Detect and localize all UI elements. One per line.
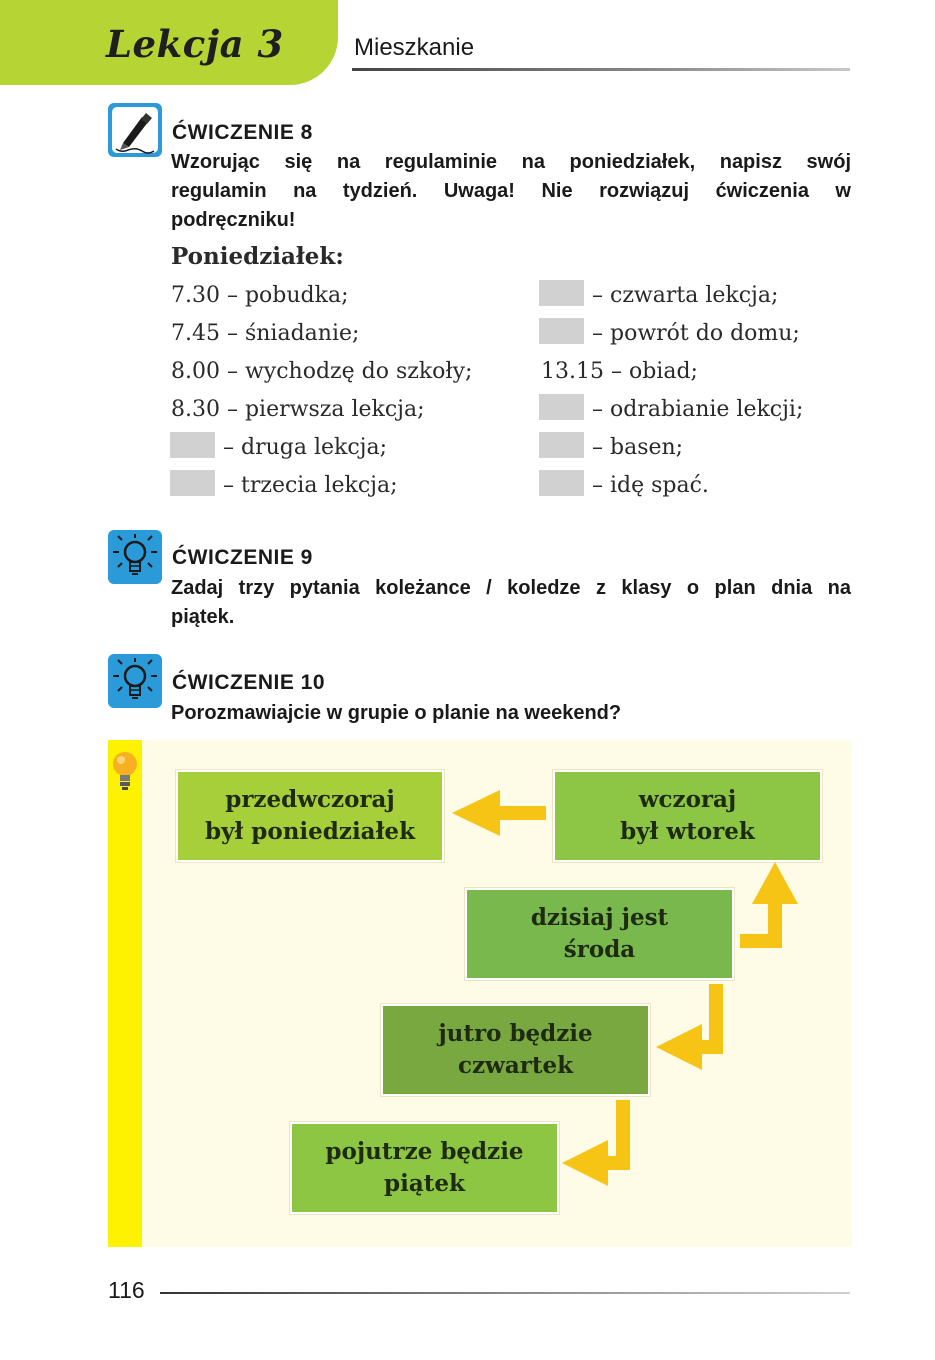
blank-time-box [539, 470, 584, 496]
instruction-line: regulamin na tydzień. Uwaga! Nie rozwiązuj ćwiczenia w [171, 180, 851, 202]
box-line: pojutrze będzie [325, 1138, 524, 1165]
header-rule [352, 68, 850, 71]
exercise-10-label: ĆWICZENIE 10 [172, 671, 326, 694]
lesson-topic: Mieszkanie [354, 34, 475, 61]
schedule-item [539, 473, 709, 499]
schedule-text: – basen; [592, 435, 684, 460]
schedule-text: – druga lekcja; [223, 435, 388, 460]
day-heading: Poniedziałek: [171, 243, 344, 270]
exercise-10-instruction: Porozmawiajcie w grupie o planie na weekend? [171, 702, 622, 724]
schedule-item: 8.30 – pierwsza lekcja; [171, 397, 425, 422]
schedule-item: 7.30 – pobudka; [171, 283, 349, 308]
blank-time-box [539, 280, 584, 306]
day-box-today [465, 888, 734, 980]
schedule-text: – idę spać. [592, 473, 709, 498]
lesson-title: Lekcja 3 [106, 22, 284, 66]
day-box-day-before-yesterday [176, 770, 444, 862]
box-line: dzisiaj jest [530, 904, 669, 931]
schedule-item: 13.15 – obiad; [541, 359, 698, 384]
box-line: jutro będzie [438, 1020, 593, 1047]
schedule-item: 7.45 – śniadanie; [171, 321, 360, 346]
schedule-item: 8.00 – wychodzę do szkoły; [171, 359, 473, 384]
instruction-line: Wzorując się na regulaminie na poniedziałek, napisz swój [171, 151, 851, 173]
box-line: piątek [384, 1170, 465, 1197]
blank-time-box [539, 318, 584, 344]
schedule-item [539, 397, 803, 423]
exercise-9-label: ĆWICZENIE 9 [172, 546, 313, 569]
blank-time-box [539, 394, 584, 420]
lightbulb-icon [108, 530, 162, 584]
box-line: wczoraj [638, 786, 737, 813]
schedule-item [170, 473, 398, 499]
schedule-item [539, 283, 778, 309]
lightbulb-icon [108, 654, 162, 708]
blank-time-box [539, 432, 584, 458]
day-box-day-after-tomorrow [290, 1122, 559, 1214]
schedule-text: – trzecia lekcja; [223, 473, 398, 498]
box-line: środa [563, 936, 636, 963]
day-box-tomorrow [381, 1004, 650, 1096]
day-box-yesterday [553, 770, 822, 862]
schedule-text: – powrót do domu; [592, 321, 800, 346]
schedule-item [539, 435, 683, 461]
box-line: czwartek [457, 1052, 574, 1079]
bulb-icon [108, 746, 142, 806]
instruction-line: piątek. [171, 606, 235, 628]
footer-rule [160, 1292, 850, 1294]
instruction-line: podręczniku! [171, 209, 296, 231]
schedule-item [539, 321, 800, 347]
schedule-text: – czwarta lekcja; [592, 283, 779, 308]
blank-time-box [170, 470, 215, 496]
page-number: 116 [108, 1277, 145, 1303]
exercise-9-instruction [171, 574, 851, 632]
pen-icon [108, 103, 162, 157]
exercise-8-instruction [171, 148, 851, 235]
box-line: przedwczoraj [225, 786, 395, 813]
box-line: był poniedziałek [204, 818, 416, 845]
schedule-item [170, 435, 387, 461]
panel-stripe [108, 740, 142, 1247]
blank-time-box [170, 432, 215, 458]
box-line: był wtorek [620, 818, 755, 845]
exercise-8-label: ĆWICZENIE 8 [172, 121, 313, 144]
instruction-line: Zadaj trzy pytania koleżance / koledze z klasy o plan dnia na [171, 577, 851, 599]
schedule-text: – odrabianie lekcji; [592, 397, 804, 422]
